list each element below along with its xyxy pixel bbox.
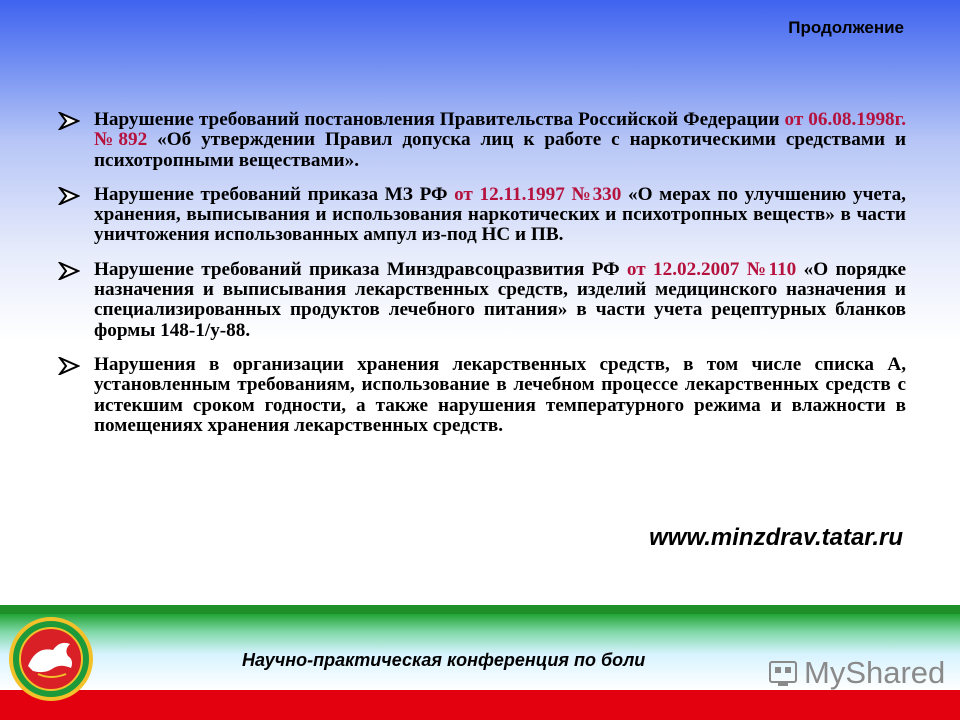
item-ref: от 06.08.1998г. №892 — [94, 109, 906, 151]
continuation-label: Продолжение — [788, 18, 904, 37]
arrow-bullet-icon — [58, 112, 80, 130]
item-text: Нарушение требований приказа МЗ РФ — [94, 183, 455, 205]
item-text: «Об утверждении Правил допуска лиц к работе с наркотическими средствами и психотропными веществами». — [94, 129, 906, 171]
item-text: Нарушение требований постановления Правительства Российской Федерации — [94, 109, 785, 130]
arrow-bullet-icon — [58, 262, 80, 280]
tatarstan-emblem-icon — [8, 616, 94, 702]
website-link[interactable]: www.minzdrav.tatar.ru — [649, 524, 903, 551]
item-text: Нарушения в организации хранения лекарственных средств, в том числе списка А, установленным требованиям, использование в лечебном процессе лекарственных средств с истекшим сроком годности, а также нарушения температурного режима и влажности в помещениях хранения лекарственных средств. — [94, 353, 906, 436]
item-text: «О мерах по улучшению учета, хранения, выписывания и использования наркотических и психотропных веществ» в части уничтожения использованных ампул из-под НС и ПВ. — [94, 183, 906, 246]
list-item — [58, 260, 906, 341]
item-text: Нарушение требований приказа Минздравсоцразвития РФ — [94, 258, 627, 280]
footer-green-stripe — [0, 605, 960, 614]
list-item — [58, 355, 906, 436]
myshared-logo-icon — [768, 658, 798, 688]
arrow-bullet-icon — [58, 357, 80, 375]
item-text: «О порядке назначения и выписывания лекарственных средств, изделий медицинского назначения и специализированных продуктов лечебного питания» в части учета рецептурных бланков формы 148-1/у-88. — [94, 258, 906, 341]
conference-title: Научно-практическая конференция по боли — [242, 650, 646, 670]
watermark-text: MyShared — [804, 655, 946, 690]
item-ref: от 12.11.1997 №330 — [454, 183, 622, 205]
footer-red-stripe — [0, 690, 960, 720]
arrow-bullet-icon — [58, 187, 80, 205]
item-ref: от 12.02.2007 №110 — [626, 258, 797, 280]
myshared-watermark — [768, 656, 945, 690]
list-item — [58, 110, 906, 171]
violations-list — [58, 110, 906, 450]
list-item — [58, 185, 906, 246]
